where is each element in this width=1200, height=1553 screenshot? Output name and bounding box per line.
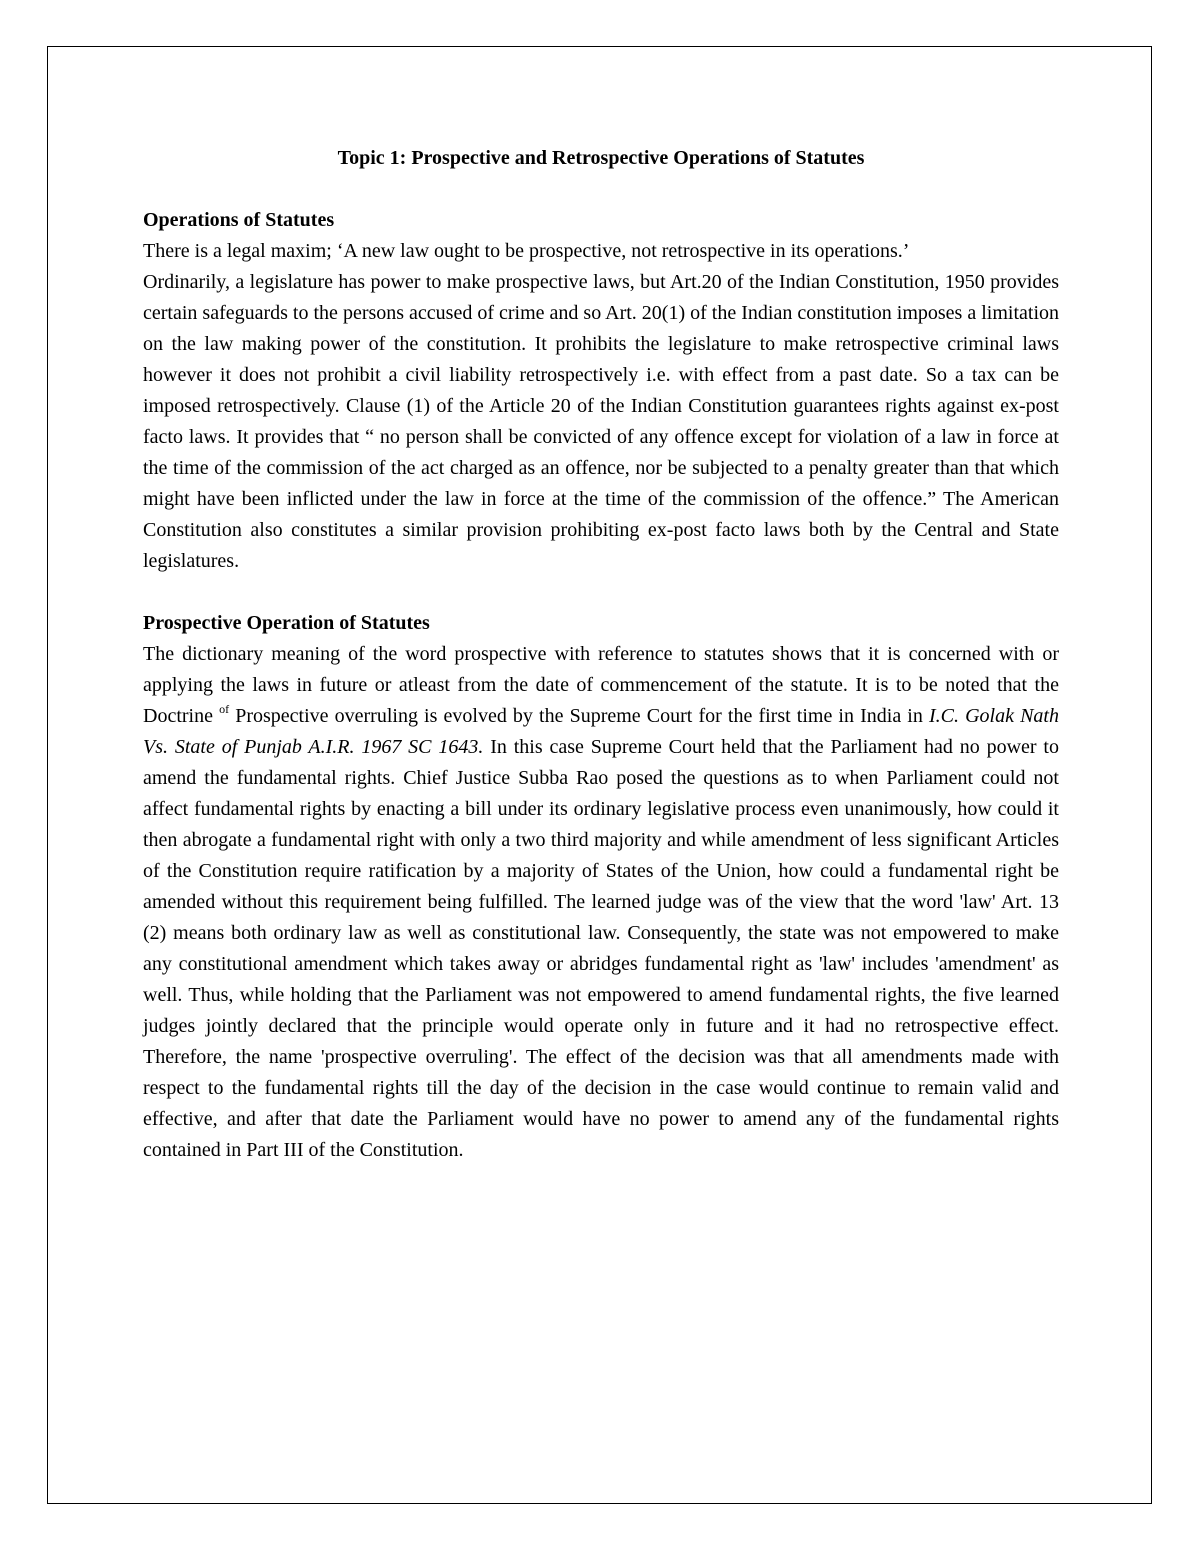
spacer <box>143 172 1059 205</box>
paragraph-prospective <box>143 639 1059 1166</box>
paragraph-text: In this case Supreme Court held that the Parliament had no power to amend the fundamental rights. Chief Justice Subba Rao posed the questions as to when Parliament could not affect fundamental rights by enacting a bill under its ordinary legislative process even unanimously, how could it then abrogate a fundamental right with only a two third majority and while amendment of less significant Articles of the Constitution require ratification by a majority of States of the Union, how could a fundamental right be amended without this requirement being fulfilled. The learned judge was of the view that the word 'law' Art. 13 (2) means both ordinary law as well as constitutional law. Consequently, the state was not empowered to make any constitutional amendment which takes away or abridges fundamental right as 'law' includes 'amendment' as well. Thus, while holding that the Parliament was not empowered to amend fundamental rights, the five learned judges jointly declared that the principle would operate only in future and it had no retrospective effect. Therefore, the name 'prospective overruling'. The effect of the decision was that all amendments made with respect to the fundamental rights till the day of the decision in the case would continue to remain valid and effective, and after that date the Parliament would have no power to amend any of the fundamental rights contained in Part III of the Constitution. <box>143 736 1059 1161</box>
spacer <box>143 577 1059 608</box>
legal-maxim-line: There is a legal maxim; ‘A new law ought to be prospective, not retrospective in its operations.’ <box>143 240 910 262</box>
case-citation: I.C. Golak Nath Vs. State of Punjab A.I.R. 1967 SC 1643. <box>143 705 1059 758</box>
superscript-text: of <box>219 702 230 716</box>
document-body <box>143 144 1059 1166</box>
paragraph-text: The dictionary meaning of the word prospective with reference to statutes shows that it is concerned with or applying the laws in future or atleast from the date of commencement of the statute. It is to be noted that the Doctrine <box>143 643 1059 727</box>
section-heading-operations: Operations of Statutes <box>143 209 335 231</box>
section-heading-prospective: Prospective Operation of Statutes <box>143 612 430 634</box>
paragraph-text: Prospective overruling is evolved by the Supreme Court for the first time in India in <box>229 705 929 727</box>
paragraph-operations: Ordinarily, a legislature has power to make prospective laws, but Art.20 of the Indian Constitution, 1950 provides certain safeguards to the persons accused of crime and so Art. 20(1) of the Indian constitution imposes a limitation on the law making power of the constitution. It prohibits the legislature to make retrospective criminal laws however it does not prohibit a civil liability retrospectively i.e. with effect from a past date. So a tax can be imposed retrospectively. Clause (1) of the Article 20 of the Indian Constitution guarantees rights against ex-post facto laws. It provides that “ no person shall be convicted of any offence except for violation of a law in force at the time of the commission of the act charged as an offence, nor be subjected to a penalty greater than that which might have been inflicted under the law in force at the time of the commission of the offence.” The American Constitution also constitutes a similar provision prohibiting ex-post facto laws both by the Central and State legislatures. <box>143 271 1059 572</box>
document-title: Topic 1: Prospective and Retrospective Operations of Statutes <box>337 147 865 169</box>
